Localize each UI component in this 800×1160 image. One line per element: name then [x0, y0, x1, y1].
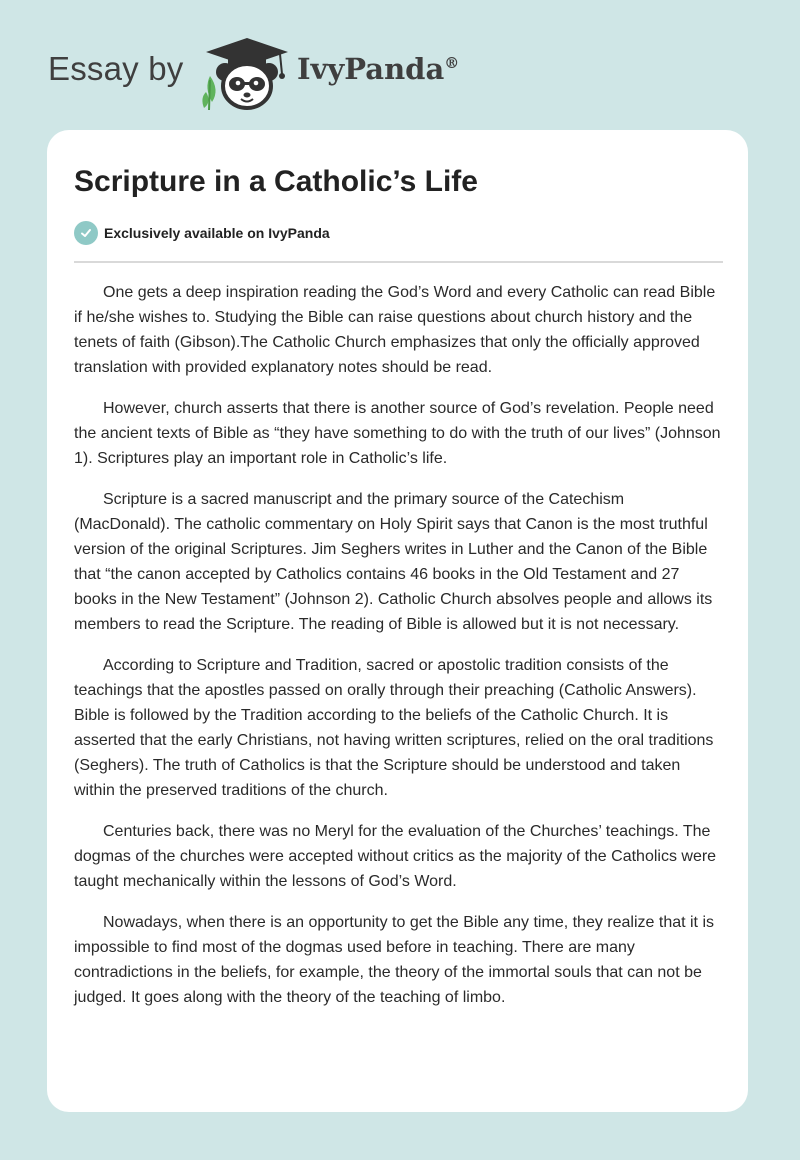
brand-name-text: IvyPanda [297, 52, 445, 86]
registered-mark: ® [444, 54, 460, 72]
panda-graduate-logo-icon[interactable] [200, 36, 295, 112]
check-circle-icon [74, 221, 98, 245]
title-divider [74, 261, 723, 263]
paragraph: Centuries back, there was no Meryl for the evaluation of the Churches’ teachings. The dogmas of the churches were accepted without critics as the majority of the Catholics were taught mechanically within the lessons of God’s Word. [74, 823, 717, 890]
essay-by-label: Essay by [48, 50, 184, 87]
brand-name[interactable] [297, 52, 459, 86]
paragraph: According to Scripture and Tradition, sacred or apostolic tradition consists of the teachings that the apostles passed on orally through their preaching (Catholic Answers). Bible is followed by the Tradition according to the beliefs of the Catholic Church. It is asserted that the early Christians, not having written scriptures, relied on the oral traditions (Seghers). The truth of Catholics is that the Scripture should be understood and taken within the preserved traditions of the church. [74, 657, 714, 799]
exclusive-badge [74, 221, 330, 245]
essay-card [47, 130, 748, 1112]
essay-body [74, 280, 723, 1026]
site-header [0, 0, 800, 130]
page-title: Scripture in a Catholic’s Life [74, 165, 478, 198]
exclusive-badge-label: Exclusively available on IvyPanda [104, 225, 330, 241]
paragraph: One gets a deep inspiration reading the God’s Word and every Catholic can read Bible if he/she wishes to. Studying the Bible can raise questions about church history and the tenets of faith (Gibson).The Catholic Church emphasizes that only the officially approved translation with provided explanatory notes should be read. [74, 284, 716, 376]
paragraph: However, church asserts that there is another source of God’s revelation. People need the ancient texts of Bible as “they have something to do with the truth of our lives” (Johnson 1). Scriptures play an important role in Catholic’s life. [74, 400, 721, 467]
paragraph: Nowadays, when there is an opportunity to get the Bible any time, they realize that it is impossible to find most of the dogmas used before in teaching. There are many contradictions in the beliefs, for example, the theory of the immortal souls that can not be judged. It goes along with the theory of the teaching of limbo. [74, 914, 714, 1006]
paragraph: Scripture is a sacred manuscript and the primary source of the Catechism (MacDonald). The catholic commentary on Holy Spirit says that Canon is the most truthful version of the original Scriptures. Jim Seghers writes in Luther and the Canon of the Bible that “the canon accepted by Catholics contains 46 books in the Old Testament and 27 books in the New Testament” (Johnson 2). Catholic Church absolves people and allows its members to read the Scripture. The reading of Bible is allowed but it is not necessary. [74, 491, 713, 633]
